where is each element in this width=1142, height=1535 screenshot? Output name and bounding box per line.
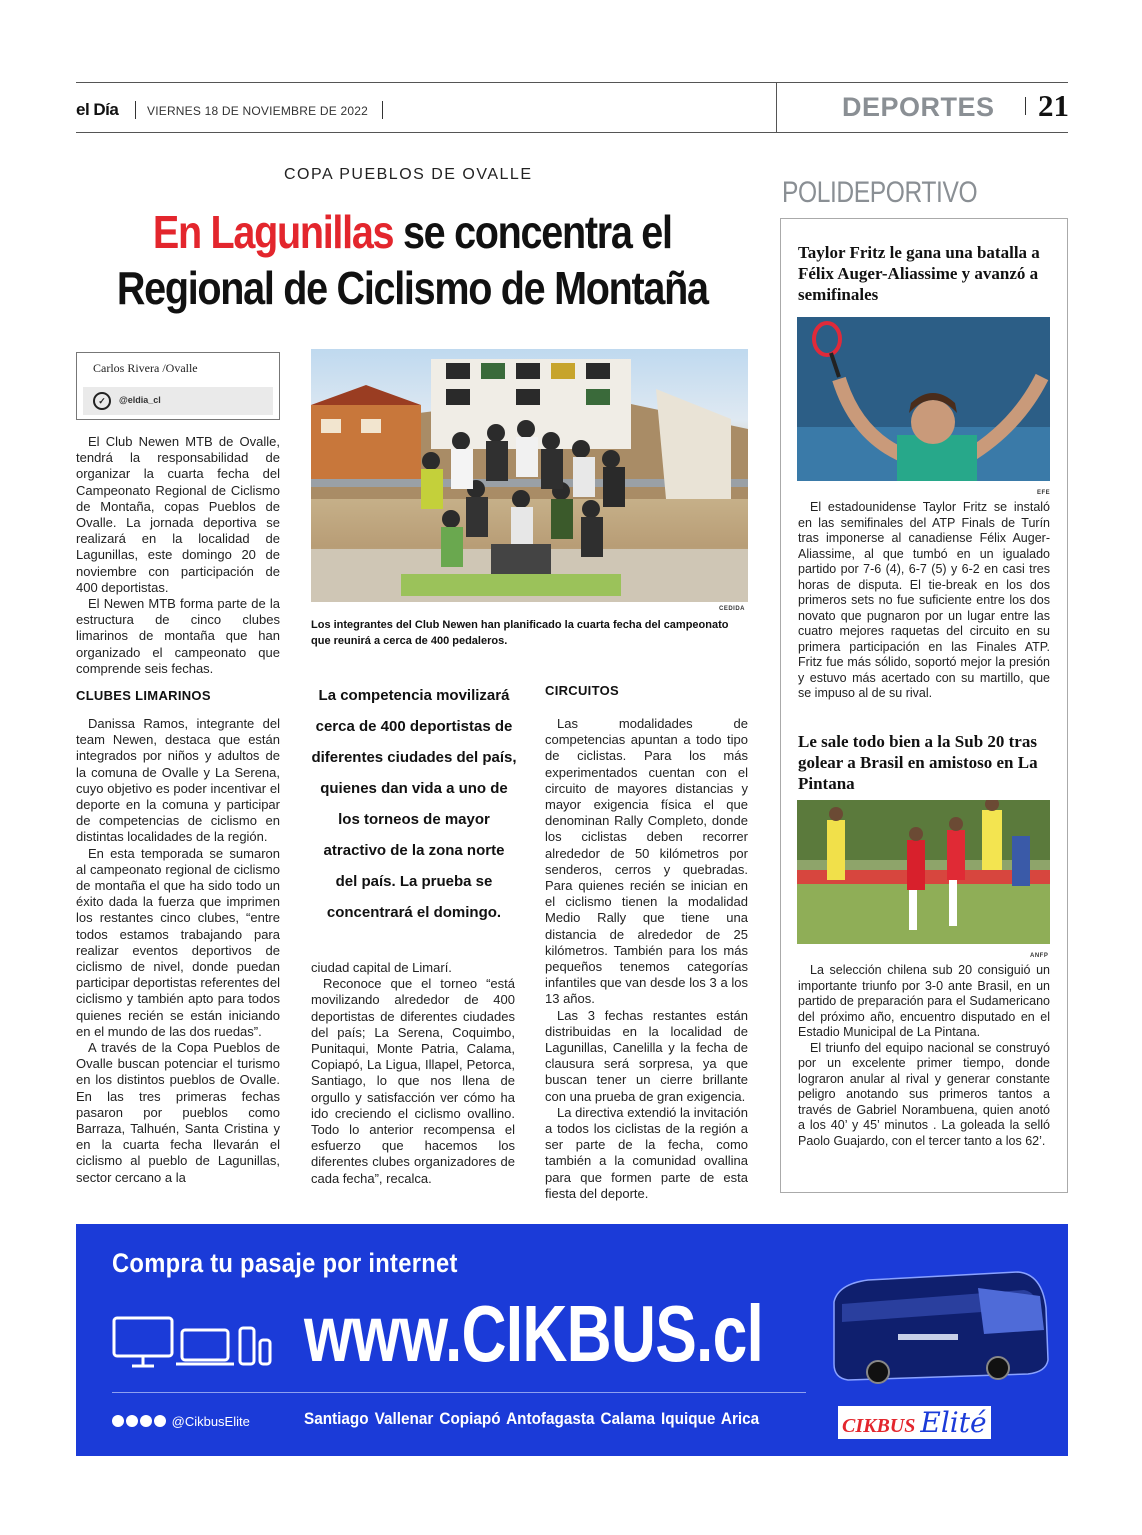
twitter-icon: ✓ (93, 392, 111, 410)
byline-author: Carlos Rivera /Ovalle (93, 361, 198, 375)
sidebar-story-2-headline: Le sale todo bien a la Sub 20 tras golear a Brasil en amistoso en La Pintana (798, 732, 1038, 793)
article-column-3 (545, 716, 748, 1202)
social-handle: @eldia_cl (119, 395, 161, 405)
page-number: 21 (1038, 88, 1069, 123)
article-column-1 (76, 434, 280, 677)
article-column-1b (76, 716, 280, 1186)
paragraph: La selección chilena sub 20 consiguió un importante triunfo por 3-0 ante Brasil, en un partido de preparación para el Sudamericano del próximo año, encuentro disputado en el Estadio Municipal de La Pintana. (798, 963, 1050, 1039)
cyclists-group-photo (311, 349, 748, 602)
article-column-2 (311, 960, 515, 1187)
paragraph: El estadounidense Taylor Fritz se instaló en las semifinales del ATP Finals de Turín tras imponerse al canadiense Félix Auger-Aliassime, al que tumbó en un igualado partido por 7-6 (4), 6-7 (5) y 6-2 en casi tres horas de disputa. El tie-break en los dos primeros sets no fue suficiente entre los dos novato que pugnaron por un lugar entre las cuatro mejores raquetas del circuito en su primera participación en las Finales ATP. Fritz fue más sólido, soportó mejor la presión y estuvo más acertado con su martillo, que se impuso al de su rival. (798, 500, 1050, 700)
headline-part-1: se concentra el (393, 206, 672, 258)
paragraph: Reconoce que el torneo “está movilizando alrededor de 400 deportistas de diferentes ciudades del país; La Serena, Coquimbo, Punitaqui, Monte Patria, Calama, Copiapó, La Ligua, Illapel, Petorca, Santiago, lo que nos llena de orgullo y satisfacción ver cómo ha ido creciendo el ciclismo ovallino. Todo lo anterior recompensa el esfuerzo que hacemos los diferentes clubes organizadores de cada fecha”, recalca. (311, 976, 515, 1186)
brand-script: Elité (920, 1406, 987, 1439)
paragraph: El Club Newen MTB de Ovalle, tendrá la responsabilidad de organizar la cuarta fecha del Campeonato Regional de Ciclismo de Montaña, copas Pueblos de Ovalle. La jornada deportiva se realizará en la localidad de Lagunillas, este domingo 20 de noviembre con participación de 400 deportistas. (76, 434, 280, 595)
masthead-top-rule (76, 82, 1068, 83)
headline-highlight: En Lagunillas (152, 206, 394, 258)
cikbus-logo (838, 1406, 991, 1439)
paragraph: Las modalidades de competencias apuntan a todo tipo de ciclistas. Para los más experimentados cuentan con el circuito de mayores distancias y mayor exigencia física el que denominan Rally Completo, donde los ciclistas deben recorrer alrededor de 50 kilómetros por senderos, cerros y quebradas. Para quienes recién se inician en el ciclismo tienen la modalidad Medio Rally que tiene una distancia de alrededor de 25 kilómetros. También para los más pequeños tenemos categorías infantiles que van desde los 3 a los 13 años. (545, 716, 748, 1007)
photo-credit: CEDIDA (719, 606, 746, 612)
football-match-photo (797, 800, 1050, 944)
facebook-icon[interactable] (112, 1415, 124, 1427)
byline-social (83, 387, 273, 415)
sidebar-story-1-body (798, 500, 1050, 702)
paragraph: Danissa Ramos, integrante del team Newen, destaca que están integrados por niños y adultos de la comuna de Ovalle y La Serena, cuyo objetivo es poder incentivar el deporte en la comuna y participar de competencias de ciclismo en distintas localidades de la región. (76, 716, 280, 845)
ad-social-handle[interactable]: @CikbusElite (171, 1414, 250, 1429)
pull-quote: La competencia movilizará cerca de 400 deportistas de diferentes ciudades del país, quienes dan vida a uno de los torneos de mayor atractivo de la zona norte del país. La prueba se concentrará el domingo. (311, 687, 517, 921)
masthead-bottom-rule (76, 132, 1068, 133)
newspaper-logo: el Día (76, 100, 119, 119)
byline-box (76, 352, 280, 420)
paragraph: La directiva extendió la invitación a todos los ciclistas de la región a ser parte de la fecha, como también a la comunidad ovallina para que formen parte de esta fiesta del deporte. (545, 1104, 748, 1201)
paragraph: El Newen MTB forma parte de la estructura de cinco clubes limarinos de montaña que han organizado el campeonato que comprende seis fechas. (76, 596, 280, 676)
sidebar-story-2-body (798, 963, 1050, 1149)
paragraph: El triunfo del equipo nacional se construyó por un excelente primer tiempo, donde lograron anular al rival y generar constante peligro anotando sus primeros tantos a través de Gabriel Norambuena, quien anotó a los 40’ y 45’ minutos . La goleada la selló Paolo Guajardo, con el tercer tanto a los 62’. (798, 1040, 1050, 1148)
ad-url[interactable]: www.CIKBUS.cl (304, 1289, 764, 1378)
masthead-divider (776, 82, 777, 133)
photo-caption: Los integrantes del Club Newen han planificado la cuarta fecha del campeonato que reunirá a cerca de 400 pedaleros. (311, 619, 729, 647)
paragraph: A través de la Copa Pueblos de Ovalle buscan potenciar el turismo en los distintos pueblos de Ovalle. En las tres primeras fechas pasaron por pueblos como Barraza, Talhuén, Santa Cristina y en la cuarta fecha llevarán el ciclismo al pueblo de Lagunillas, sector cercano a la (76, 1040, 280, 1185)
article-kicker: COPA PUEBLOS DE OVALLE (284, 166, 533, 183)
brand-name: CIKBUS (842, 1415, 916, 1437)
article-headline (76, 204, 749, 316)
headline-part-2: Regional de Ciclismo de Montaña (116, 262, 708, 314)
separator-bar (135, 101, 136, 119)
sidebar-story-1-headline: Taylor Fritz le gana una batalla a Félix Auger-Aliassime y avanzó a semifinales (798, 243, 1040, 304)
devices-icon (112, 1316, 272, 1372)
paragraph: En esta temporada se sumaron al campeonato regional de ciclismo de montaña el que ha sido todo un éxito dada la fuerza que imprimen los restantes cinco clubes, “entre todos estamos trabajando para realizar eventos deportivos de ciclismo de nivel, donde puedan participar deportistas referentes del ciclismo y también apto para todos quienes recién se están iniciando en el mundo de las dos ruedas”. (76, 845, 280, 1039)
subhead-circuitos: CIRCUITOS (545, 683, 619, 698)
paragraph: Las 3 fechas restantes están distribuidas en la localidad de Lagunillas, Canelilla y la fecha de clausura será sorpresa, ya que buscan tener un cierre brillante con una prueba de gran exigencia. (545, 1007, 748, 1104)
youtube-icon[interactable] (154, 1415, 166, 1427)
ad-cities: Santiago Vallenar Copiapó Antofagasta Calama Iquique Arica (304, 1409, 760, 1428)
cikbus-advertisement[interactable] (76, 1224, 1068, 1456)
ad-tagline: Compra tu pasaje por internet (112, 1248, 458, 1278)
paragraph: ciudad capital de Limarí. (311, 960, 452, 975)
ad-divider (112, 1392, 806, 1393)
issue-date: VIERNES 18 DE NOVIEMBRE DE 2022 (147, 104, 368, 118)
ad-social-links[interactable] (112, 1414, 250, 1429)
sidebar-title: POLIDEPORTIVO (782, 176, 978, 209)
separator-bar (1025, 97, 1026, 115)
bus-image (828, 1268, 1050, 1386)
separator-bar (382, 101, 383, 119)
section-name: DEPORTES (842, 92, 995, 122)
photo-credit: EFE (1037, 490, 1051, 496)
instagram-icon[interactable] (126, 1415, 138, 1427)
linkedin-icon[interactable] (140, 1415, 152, 1427)
photo-credit: ANFP (1030, 953, 1049, 959)
tennis-player-photo (797, 317, 1050, 481)
subhead-clubes: CLUBES LIMARINOS (76, 688, 211, 703)
